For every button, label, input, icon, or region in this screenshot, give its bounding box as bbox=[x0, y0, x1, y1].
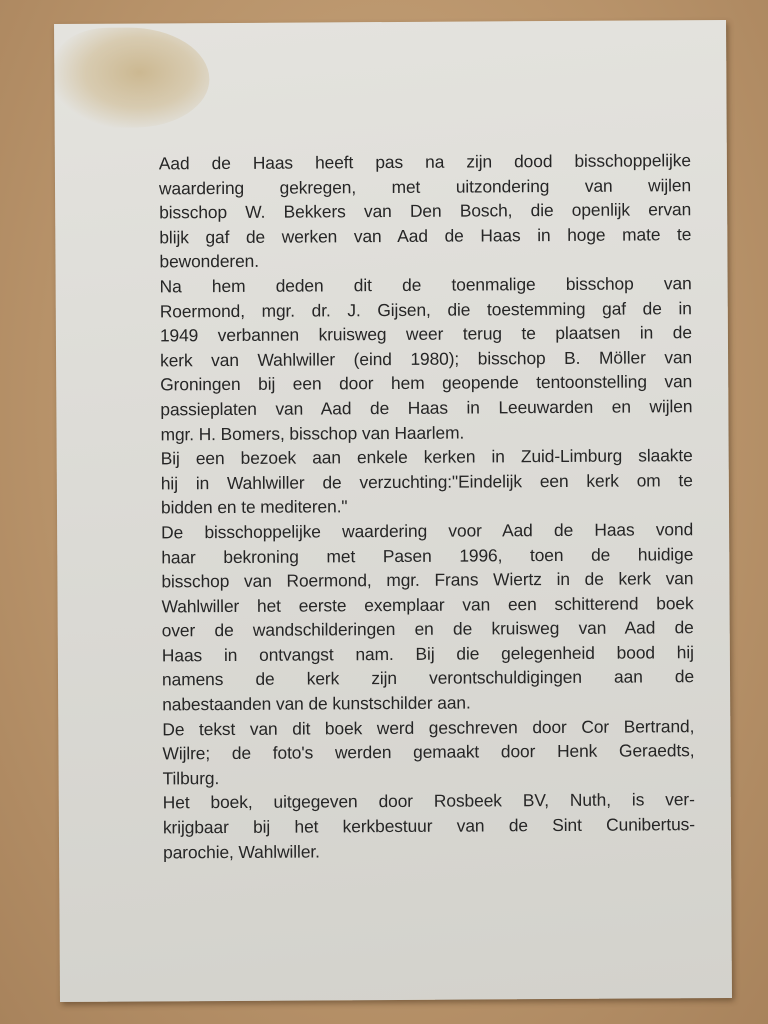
paragraph-6 bbox=[163, 788, 695, 865]
text-line: 1949 verbannen kruisweg weer terug te plaatsen in de bbox=[159, 322, 692, 346]
text-line: bisschop W. Bekkers van Den Bosch, die openlijk ervan bbox=[159, 199, 692, 223]
text-line: De tekst van dit boek werd geschreven door Cor Bertrand, bbox=[162, 715, 695, 740]
text-line: namens de kerk zijn verontschuldigingen aan de bbox=[161, 666, 695, 690]
text-line: Roermond, mgr. dr. J. Gijsen, die toestemming gaf de in bbox=[159, 297, 692, 321]
text-line: kerk van Wahlwiller (eind 1980); bisschop B. Möller van bbox=[160, 346, 693, 371]
text-line: bisschop van Roermond, mgr. Frans Wiertz in de kerk van bbox=[161, 568, 694, 592]
text-line: krijgbaar bij het kerkbestuur van de Sint Cunibertus- bbox=[162, 814, 695, 838]
text-line: parochie, Wahlwiller. bbox=[163, 841, 320, 863]
text-line: Aad de Haas heeft pas na zijn dood bisschoppelijke bbox=[158, 150, 691, 174]
text-line: Wijlre; de foto's werden gemaakt door Henk Geraedts, bbox=[162, 740, 695, 764]
text-line: bidden en te mediteren." bbox=[160, 496, 348, 518]
text-line: Wahlwiller het eerste exemplaar van een schitterend boek bbox=[161, 592, 694, 617]
text-line: Groningen bij een door hem geopende tentoonstelling van bbox=[160, 371, 693, 395]
paragraph-5 bbox=[162, 714, 694, 791]
text-line: haar bekroning met Pasen 1996, toen de huidige bbox=[161, 543, 694, 567]
text-line: Bij een bezoek aan enkele kerken in Zuid-Limburg slaakte bbox=[160, 445, 693, 469]
text-line: Haas in ontvangst nam. Bij die gelegenheid bood hij bbox=[161, 642, 694, 666]
text-line: Tilburg. bbox=[162, 767, 220, 789]
text-line: De bisschoppelijke waardering voor Aad de Haas vond bbox=[161, 519, 694, 543]
text-line: passieplaten van Aad de Haas in Leeuwarden en wijlen bbox=[160, 396, 693, 420]
water-stain bbox=[54, 27, 210, 128]
text-line: blijk gaf de werken van Aad de Haas in hoge mate te bbox=[159, 223, 692, 248]
text-line: Na hem deden dit de toenmalige bisschop van bbox=[159, 273, 692, 297]
text-line: mgr. H. Bomers, bisschop van Haarlem. bbox=[160, 422, 465, 444]
text-line: waardering gekregen, met uitzondering van wijlen bbox=[158, 174, 692, 199]
paragraph-2 bbox=[160, 271, 693, 446]
text-line: Het boek, uitgegeven door Rosbeek BV, Nuth, is ver- bbox=[162, 789, 695, 813]
text-line: over de wandschilderingen en de kruisweg van Aad de bbox=[161, 617, 694, 641]
paragraph-3 bbox=[161, 443, 693, 520]
body-text bbox=[159, 148, 695, 864]
paragraph-1 bbox=[159, 148, 692, 274]
text-line: nabestaanden van de kunstschilder aan. bbox=[162, 692, 471, 715]
text-line: bewonderen. bbox=[159, 251, 260, 272]
paragraph-4 bbox=[161, 517, 694, 717]
text-line: hij in Wahlwiller de verzuchting:"Eindelijk een kerk om te bbox=[160, 469, 693, 494]
paper-sheet bbox=[54, 20, 732, 1002]
